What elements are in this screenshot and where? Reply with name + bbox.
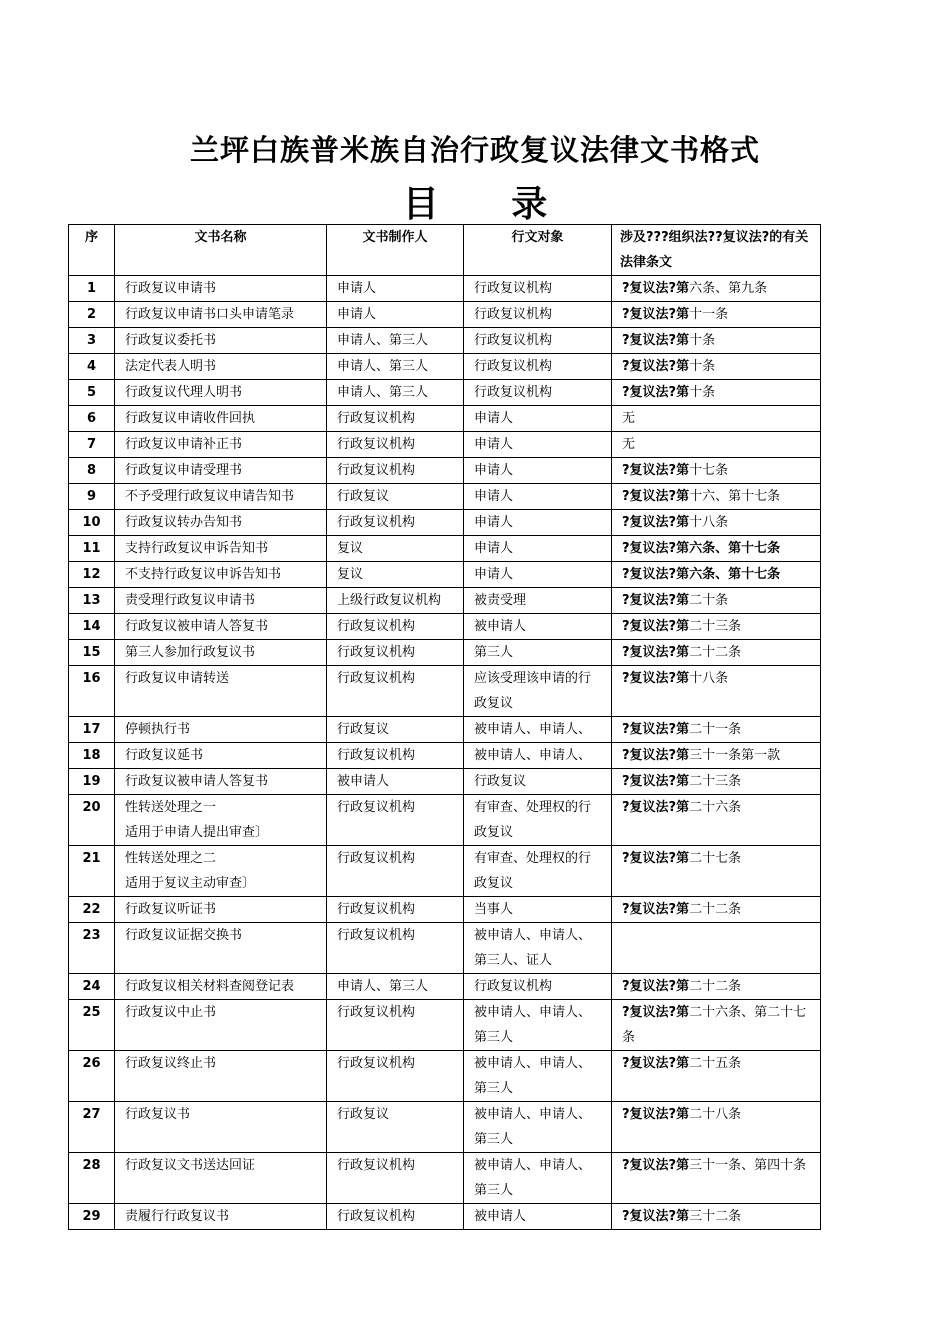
document-name-text: 不支持行政复议申诉告知书 [125,567,282,582]
row-recipient: 被责受理 [464,588,612,614]
row-legal-provisions [612,380,821,406]
row-legal-provisions [612,1153,821,1204]
law-reference-bold: ?复议法?第 [622,1158,690,1173]
document-name-text: 行政复议延书 [125,748,204,763]
row-document-maker: 申请人、第三人 [327,354,464,380]
law-reference-rest: 二十三条 [689,774,742,789]
row-legal-provisions [612,328,821,354]
law-reference-bold: ?复议法?第 [622,1209,690,1224]
row-legal-provisions [612,1000,821,1051]
row-document-name [115,380,327,406]
row-document-maker: 行政复议机构 [327,458,464,484]
document-name-text: 停顿执行书 [125,722,191,737]
document-name-text: 行政复议文书送达回证 [125,1158,256,1173]
law-reference-rest: 十七条 [689,463,729,478]
row-recipient: 申请人 [464,510,612,536]
row-index: 29 [69,1204,115,1230]
document-name-text: 性转送处理之二 [125,851,217,866]
law-reference-bold: ?复议法?第 [622,774,690,789]
row-index: 3 [69,328,115,354]
row-recipient: 行政复议机构 [464,380,612,406]
row-recipient: 申请人 [464,536,612,562]
row-recipient: 被申请人、申请人、第三人 [464,1051,612,1102]
row-recipient: 被申请人 [464,614,612,640]
document-name-text: 行政复议听证书 [125,902,217,917]
table-row [69,562,821,588]
law-reference-rest: 二十六条、第二十七条 [622,1005,807,1045]
row-document-maker: 行政复议机构 [327,432,464,458]
row-document-name [115,458,327,484]
row-index: 14 [69,614,115,640]
law-reference-rest: 三十一条第一款 [689,748,781,763]
table-row [69,795,821,846]
table-row [69,923,821,974]
row-document-maker: 复议 [327,562,464,588]
document-name-text: 行政复议申请收件回执 [125,411,256,426]
row-legal-provisions [612,302,821,328]
row-index: 7 [69,432,115,458]
document-name-text: 行政复议委托书 [125,333,217,348]
row-document-maker: 行政复议机构 [327,614,464,640]
row-recipient: 申请人 [464,406,612,432]
row-document-name [115,666,327,717]
table-row [69,432,821,458]
row-document-maker: 行政复议机构 [327,923,464,974]
table-row [69,276,821,302]
row-document-name [115,769,327,795]
law-reference-rest: 二十八条 [689,1107,742,1122]
row-recipient: 行政复议机构 [464,276,612,302]
row-index: 2 [69,302,115,328]
law-reference-bold: ?复议法?第六条、第十七条 [622,567,781,582]
law-reference-rest: 三十一条、第四十条 [689,1158,807,1173]
row-document-maker: 行政复议 [327,1102,464,1153]
row-legal-provisions [612,666,821,717]
row-document-name [115,510,327,536]
document-name-text: 行政复议相关材料查阅登记表 [125,979,295,994]
law-reference-bold: ?复议法?第 [622,851,690,866]
law-reference-bold: ?复议法?第 [622,593,690,608]
row-document-name [115,1153,327,1204]
document-name-text: 行政复议申请补正书 [125,437,243,452]
row-recipient: 应该受理该申请的行政复议 [464,666,612,717]
law-reference-bold: ?复议法?第 [622,722,690,737]
law-reference-bold: ?复议法?第六条、第十七条 [622,541,781,556]
row-legal-provisions [612,743,821,769]
table-row [69,769,821,795]
row-document-maker: 行政复议机构 [327,795,464,846]
row-recipient: 申请人 [464,432,612,458]
row-recipient: 行政复议机构 [464,354,612,380]
law-reference-bold: ?复议法?第 [622,463,690,478]
row-legal-provisions [612,510,821,536]
document-name-text: 行政复议证据交换书 [125,928,243,943]
row-document-maker: 申请人 [327,276,464,302]
document-name-text: 责受理行政复议申请书 [125,593,256,608]
law-reference-bold: ?复议法?第 [622,902,690,917]
table-row [69,328,821,354]
row-legal-provisions [612,614,821,640]
law-reference-bold: ?复议法?第 [622,671,690,686]
document-name-text: 行政复议终止书 [125,1056,217,1071]
document-name-text: 支持行政复议申诉告知书 [125,541,269,556]
row-document-maker: 行政复议 [327,484,464,510]
law-reference-rest: 二十五条 [689,1056,742,1071]
row-legal-provisions [612,458,821,484]
law-reference-rest: 二十一条 [689,722,742,737]
row-index: 6 [69,406,115,432]
row-legal-provisions [612,923,821,974]
row-document-name [115,717,327,743]
table-row [69,717,821,743]
law-reference-rest: 二十二条 [689,979,742,994]
law-reference-bold: ?复议法?第 [622,645,690,660]
row-recipient: 被申请人、申请人、第三人 [464,1000,612,1051]
row-legal-provisions [612,1102,821,1153]
law-reference-rest: 无 [622,437,636,452]
document-name-note: 适用于申请人提出审查〕 [125,825,269,840]
row-document-name [115,302,327,328]
row-document-name [115,640,327,666]
row-recipient: 被申请人 [464,1204,612,1230]
row-legal-provisions [612,897,821,923]
table-row [69,974,821,1000]
row-document-maker: 行政复议 [327,717,464,743]
row-index: 22 [69,897,115,923]
row-index: 27 [69,1102,115,1153]
row-legal-provisions [612,406,821,432]
document-name-text: 行政复议书 [125,1107,191,1122]
table-row [69,354,821,380]
law-reference-bold: ?复议法?第 [622,619,690,634]
row-recipient: 行政复议机构 [464,302,612,328]
row-document-maker: 申请人、第三人 [327,380,464,406]
row-legal-provisions [612,846,821,897]
row-index: 28 [69,1153,115,1204]
row-recipient: 当事人 [464,897,612,923]
row-legal-provisions [612,1204,821,1230]
table-row [69,1102,821,1153]
header-legal-provisions: 涉及???组织法??复议法?的有关法律条文 [612,225,821,276]
law-reference-bold: ?复议法?第 [622,489,690,504]
row-index: 5 [69,380,115,406]
row-document-name [115,743,327,769]
law-reference-rest: 二十六条 [689,800,742,815]
document-name-text: 行政复议申请书 [125,281,217,296]
law-reference-bold: ?复议法?第 [622,979,690,994]
header-document-name: 文书名称 [115,225,327,276]
law-reference-rest: 二十二条 [689,645,742,660]
row-legal-provisions [612,717,821,743]
row-document-maker: 行政复议机构 [327,406,464,432]
row-legal-provisions [612,795,821,846]
document-name-text: 行政复议被申请人答复书 [125,774,269,789]
row-document-name [115,276,327,302]
table-row [69,1204,821,1230]
header-recipient: 行文对象 [464,225,612,276]
table-row [69,380,821,406]
document-name-text: 不予受理行政复议申请告知书 [125,489,295,504]
row-document-name [115,354,327,380]
table-row [69,1051,821,1102]
row-recipient: 第三人 [464,640,612,666]
page-title: 兰坪白族普米族自治行政复议法律文书格式 [189,133,760,167]
row-legal-provisions [612,536,821,562]
law-reference-rest: 十条 [689,385,716,400]
row-document-name [115,1204,327,1230]
row-index: 1 [69,276,115,302]
law-reference-rest: 六条、第九条 [689,281,768,296]
row-recipient: 有审查、处理权的行政复议 [464,846,612,897]
row-recipient: 被申请人、申请人、第三人 [464,1153,612,1204]
row-document-maker: 行政复议机构 [327,640,464,666]
row-recipient: 行政复议 [464,769,612,795]
row-index: 13 [69,588,115,614]
row-index: 25 [69,1000,115,1051]
document-name-text: 行政复议被申请人答复书 [125,619,269,634]
law-reference-rest: 十条 [689,333,716,348]
row-legal-provisions [612,432,821,458]
row-recipient: 被申请人、申请人、第三人 [464,1102,612,1153]
table-row [69,743,821,769]
row-document-name [115,588,327,614]
row-document-name [115,328,327,354]
row-index: 21 [69,846,115,897]
law-reference-rest: 无 [622,411,636,426]
row-document-maker: 行政复议机构 [327,1204,464,1230]
row-recipient: 申请人 [464,562,612,588]
law-reference-bold: ?复议法?第 [622,281,690,296]
row-index: 23 [69,923,115,974]
row-index: 8 [69,458,115,484]
document-name-text: 性转送处理之一 [125,800,217,815]
table-row [69,846,821,897]
row-index: 24 [69,974,115,1000]
row-recipient: 有审查、处理权的行政复议 [464,795,612,846]
row-document-maker: 行政复议机构 [327,666,464,717]
table-row [69,302,821,328]
document-name-text: 行政复议申请转送 [125,671,230,686]
document-name-text: 第三人参加行政复议书 [125,645,256,660]
row-legal-provisions [612,562,821,588]
row-document-name [115,923,327,974]
row-recipient: 行政复议机构 [464,328,612,354]
row-document-maker: 行政复议机构 [327,1000,464,1051]
header-index: 序 [69,225,115,276]
law-reference-rest: 十六、第十七条 [689,489,781,504]
row-recipient: 被申请人、申请人、第三人、证人 [464,923,612,974]
table-row [69,588,821,614]
row-index: 4 [69,354,115,380]
row-index: 9 [69,484,115,510]
row-index: 19 [69,769,115,795]
table-row [69,1000,821,1051]
row-document-name [115,406,327,432]
row-legal-provisions [612,1051,821,1102]
law-reference-bold: ?复议法?第 [622,1005,690,1020]
row-index: 26 [69,1051,115,1102]
row-document-maker: 行政复议机构 [327,1153,464,1204]
row-index: 16 [69,666,115,717]
row-recipient: 申请人 [464,458,612,484]
law-reference-bold: ?复议法?第 [622,333,690,348]
row-document-name [115,795,327,846]
table-row [69,510,821,536]
table-header-row [69,225,821,276]
row-index: 18 [69,743,115,769]
row-document-name [115,1102,327,1153]
row-legal-provisions [612,354,821,380]
row-document-maker: 行政复议机构 [327,846,464,897]
table-row [69,458,821,484]
row-legal-provisions [612,588,821,614]
row-document-maker: 行政复议机构 [327,510,464,536]
law-reference-rest: 三十二条 [689,1209,742,1224]
row-document-maker: 申请人、第三人 [327,328,464,354]
row-document-name [115,1000,327,1051]
law-reference-rest: 二十二条 [689,902,742,917]
row-document-maker: 行政复议机构 [327,897,464,923]
law-reference-bold: ?复议法?第 [622,359,690,374]
row-document-maker: 行政复议机构 [327,743,464,769]
law-reference-bold: ?复议法?第 [622,1056,690,1071]
table-row [69,406,821,432]
row-document-name [115,897,327,923]
row-legal-provisions [612,484,821,510]
table-row [69,897,821,923]
row-document-name [115,1051,327,1102]
law-reference-bold: ?复议法?第 [622,307,690,322]
row-document-maker: 申请人、第三人 [327,974,464,1000]
table-row [69,666,821,717]
law-reference-rest: 二十三条 [689,619,742,634]
document-name-text: 行政复议代理人明书 [125,385,243,400]
header-document-maker: 文书制作人 [327,225,464,276]
row-index: 17 [69,717,115,743]
row-index: 12 [69,562,115,588]
row-document-maker: 申请人 [327,302,464,328]
row-document-name [115,614,327,640]
row-index: 11 [69,536,115,562]
row-document-name [115,484,327,510]
law-reference-bold: ?复议法?第 [622,1107,690,1122]
table-row [69,536,821,562]
row-document-maker: 被申请人 [327,769,464,795]
law-reference-bold: ?复议法?第 [622,748,690,763]
row-index: 10 [69,510,115,536]
document-name-text: 责履行行政复议书 [125,1209,230,1224]
row-legal-provisions [612,769,821,795]
row-document-maker: 行政复议机构 [327,1051,464,1102]
row-index: 15 [69,640,115,666]
row-legal-provisions [612,640,821,666]
row-recipient: 被申请人、申请人、 [464,717,612,743]
row-document-name [115,562,327,588]
document-name-text: 行政复议申请书口头申请笔录 [125,307,295,322]
row-document-name [115,846,327,897]
law-reference-rest: 二十条 [689,593,729,608]
law-reference-rest: 十八条 [689,515,729,530]
table-row [69,614,821,640]
row-document-name [115,536,327,562]
document-name-note: 适用于复议主动审查〕 [125,876,256,891]
table-row [69,484,821,510]
row-document-maker: 复议 [327,536,464,562]
law-reference-rest: 二十七条 [689,851,742,866]
page-subtitle: 目 录 [402,184,548,225]
row-legal-provisions [612,974,821,1000]
row-recipient: 被申请人、申请人、 [464,743,612,769]
law-reference-bold: ?复议法?第 [622,800,690,815]
law-reference-rest: 十一条 [689,307,729,322]
law-reference-rest: 十条 [689,359,716,374]
law-reference-rest: 十八条 [689,671,729,686]
document-index-table [68,224,821,1230]
law-reference-bold: ?复议法?第 [622,385,690,400]
row-index: 20 [69,795,115,846]
table-row [69,640,821,666]
document-name-text: 法定代表人明书 [125,359,217,374]
document-name-text: 行政复议转办告知书 [125,515,243,530]
row-recipient: 申请人 [464,484,612,510]
row-legal-provisions [612,276,821,302]
row-recipient: 行政复议机构 [464,974,612,1000]
row-document-name [115,974,327,1000]
document-name-text: 行政复议申请受理书 [125,463,243,478]
document-name-text: 行政复议中止书 [125,1005,217,1020]
law-reference-bold: ?复议法?第 [622,515,690,530]
table-row [69,1153,821,1204]
row-document-maker: 上级行政复议机构 [327,588,464,614]
row-document-name [115,432,327,458]
